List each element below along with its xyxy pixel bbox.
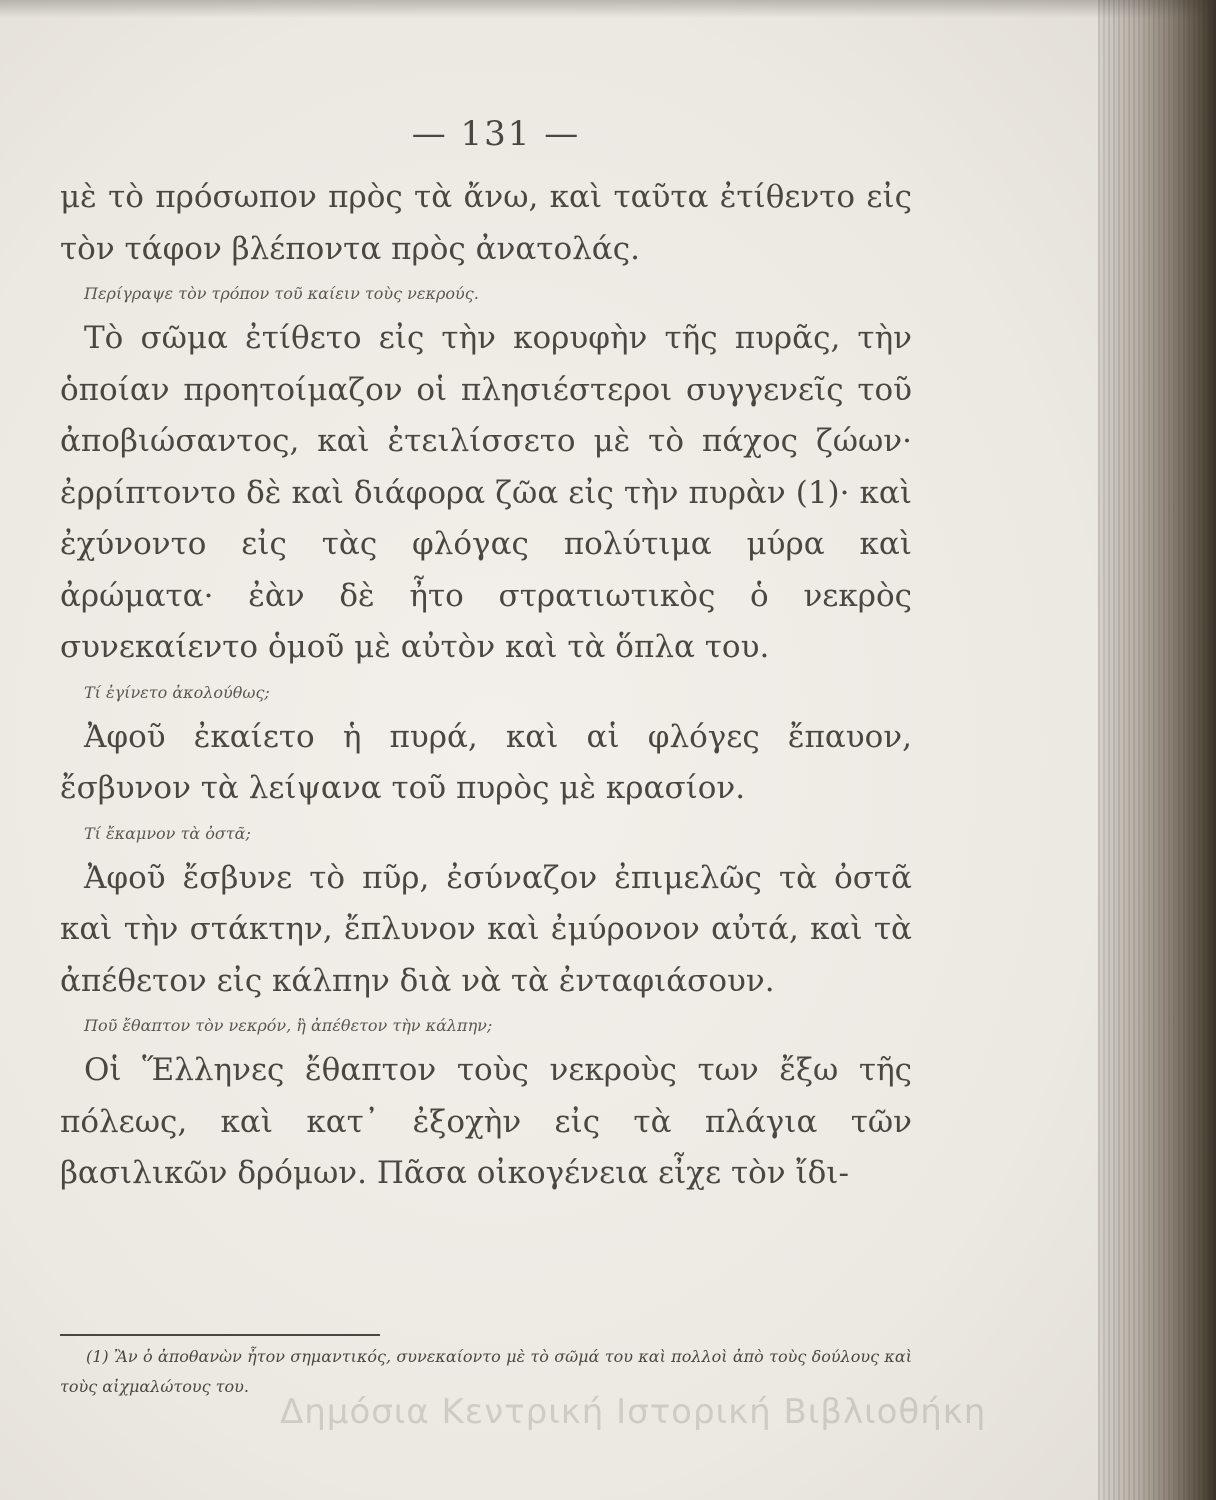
paragraph-5: Οἱ Ἕλληνες ἔθαπτον τοὺς νεκροὺς των ἔξω τῆς πόλεως, καὶ κατ᾽ ἐξοχὴν εἰς τὰ πλάγια τῶν βασιλικῶν δρόμων. Πᾶσα οἰκογένεια εἶχε τὸν ἴδι- [60,1052,912,1191]
footnote-divider [60,1334,380,1336]
paragraph-3: Ἀφοῦ ἐκαίετο ἡ πυρά, καὶ αἱ φλόγες ἔπαυον, ἔσβυνον τὰ λείψανα τοῦ πυρὸς μὲ κρασίον. [60,718,912,806]
footnote: (1) Ἂν ὁ ἀποθανὼν ἦτον σημαντικός, συνεκαίοντο μὲ τὸ σῶμά του καὶ πολλοὶ ἀπὸ τοὺς δούλους καὶ τοὺς αἰχμαλώτους του. [60,1347,912,1396]
paragraph-2: Τὸ σῶμα ἐτίθετο εἰς τὴν κορυφὴν τῆς πυρᾶς, τὴν ὁποίαν προητοίμαζον οἱ πλησιέστεροι συγγενεῖς τοῦ ἀποβιώσαντος, καὶ ἐτειλίσσετο μὲ τὸ πάχος ζώων· ἐρρίπτοντο δὲ καὶ διάφορα ζῶα εἰς τὴν πυρὰν (1)· καὶ ἐχύνοντο εἰς τὰς φλόγας πολύτιμα μύρα καὶ ἀρώματα· ἐὰν δὲ ἦτο στρατιωτικὸς ὁ νεκρὸς συνεκαίεντο ὁμοῦ μὲ αὐτὸν καὶ τὰ ὅπλα του. [60,320,912,665]
paragraph-4: Ἀφοῦ ἔσβυνε τὸ πῦρ, ἐσύναζον ἐπιμελῶς τὰ ὀστᾶ καὶ τὴν στάκτην, ἔπλυνον καὶ ἐμύρονον αὐτά, καὶ τὰ ἀπέθετον εἰς κάλπην διὰ νὰ τὰ ἐνταφιάσουν. [60,859,912,999]
text-column [60,100,912,1200]
question-4: Ποῦ ἔθαπτον τὸν νεκρόν, ἢ ἀπέθετον τὴν κάλπην; [84,1016,493,1035]
book-spine-edge [1098,0,1216,1500]
question-3: Τί ἔκαμνον τὰ ὀστᾶ; [84,823,251,843]
page-number: — 131 — [411,114,581,154]
question-1: Περίγραψε τὸν τρόπον τοῦ καίειν τοὺς νεκρούς. [84,284,479,303]
library-watermark: Δημόσια Κεντρική Ιστορική Βιβλιοθήκη [280,1392,987,1432]
question-2: Τί ἐγίνετο ἀκολούθως; [84,682,270,702]
paragraph-1: μὲ τὸ πρόσωπον πρὸς τὰ ἄνω, καὶ ταῦτα ἐτίθεντο εἰς τὸν τάφον βλέποντα πρὸς ἀνατολάς. [60,179,912,267]
top-shadow [0,0,1216,18]
